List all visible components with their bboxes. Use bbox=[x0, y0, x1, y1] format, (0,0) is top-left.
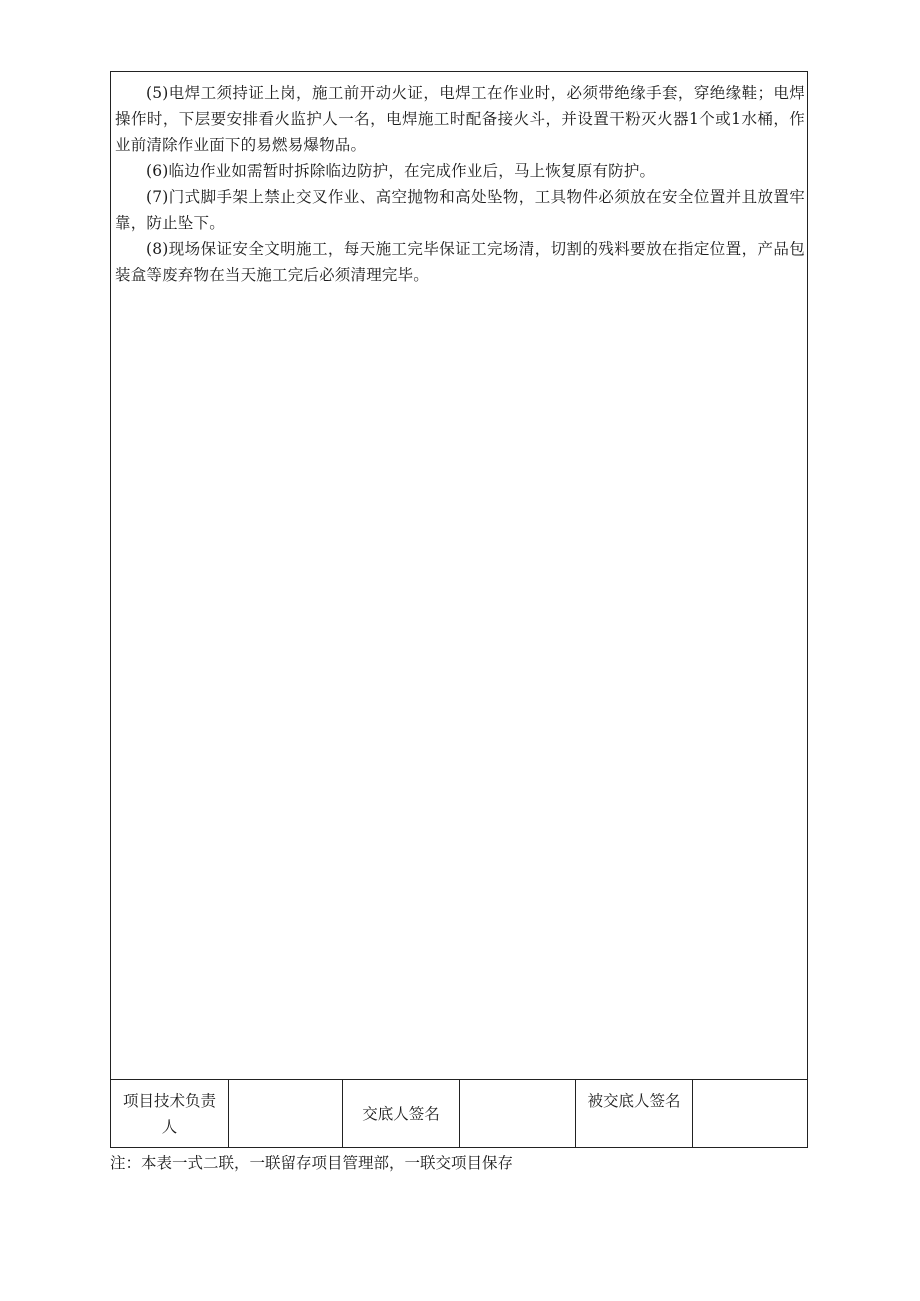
receiver-label: 被交底人签名 bbox=[576, 1080, 693, 1147]
paragraph-8: (8)现场保证安全文明施工，每天施工完毕保证工完场清，切割的残料要放在指定位置，产品包装盒等废弃物在当天施工完后必须清理完毕。 bbox=[115, 240, 805, 284]
paragraph-6: (6)临边作业如需暂时拆除临边防护，在完成作业后，马上恢复原有防护。 bbox=[146, 162, 656, 180]
receiver-signature-field[interactable] bbox=[693, 1080, 807, 1147]
signature-row bbox=[111, 1080, 807, 1147]
tech-lead-signature-field[interactable] bbox=[229, 1080, 343, 1147]
paragraph-5: (5)电焊工须持证上岗，施工前开动火证，电焊工在作业时，必须带绝缘手套，穿绝缘鞋；电焊操作时，下层要安排看火监护人一名，电焊施工时配备接火斗，并设置干粉灭火器1个或1水桶，作业前清除作业面下的易燃易爆物品。 bbox=[115, 84, 805, 154]
paragraph-7: (7)门式脚手架上禁止交叉作业、高空抛物和高处坠物，工具物件必须放在安全位置并且放置牢靠，防止坠下。 bbox=[115, 188, 805, 232]
briefing-form bbox=[110, 71, 808, 1148]
presenter-label: 交底人签名 bbox=[343, 1080, 460, 1147]
briefing-content bbox=[111, 72, 807, 1080]
presenter-signature-field[interactable] bbox=[460, 1080, 576, 1147]
tech-lead-label: 项目技术负责人 bbox=[111, 1080, 229, 1147]
footer-note: 注：本表一式二联，一联留存项目管理部，一联交项目保存 bbox=[110, 1154, 514, 1172]
